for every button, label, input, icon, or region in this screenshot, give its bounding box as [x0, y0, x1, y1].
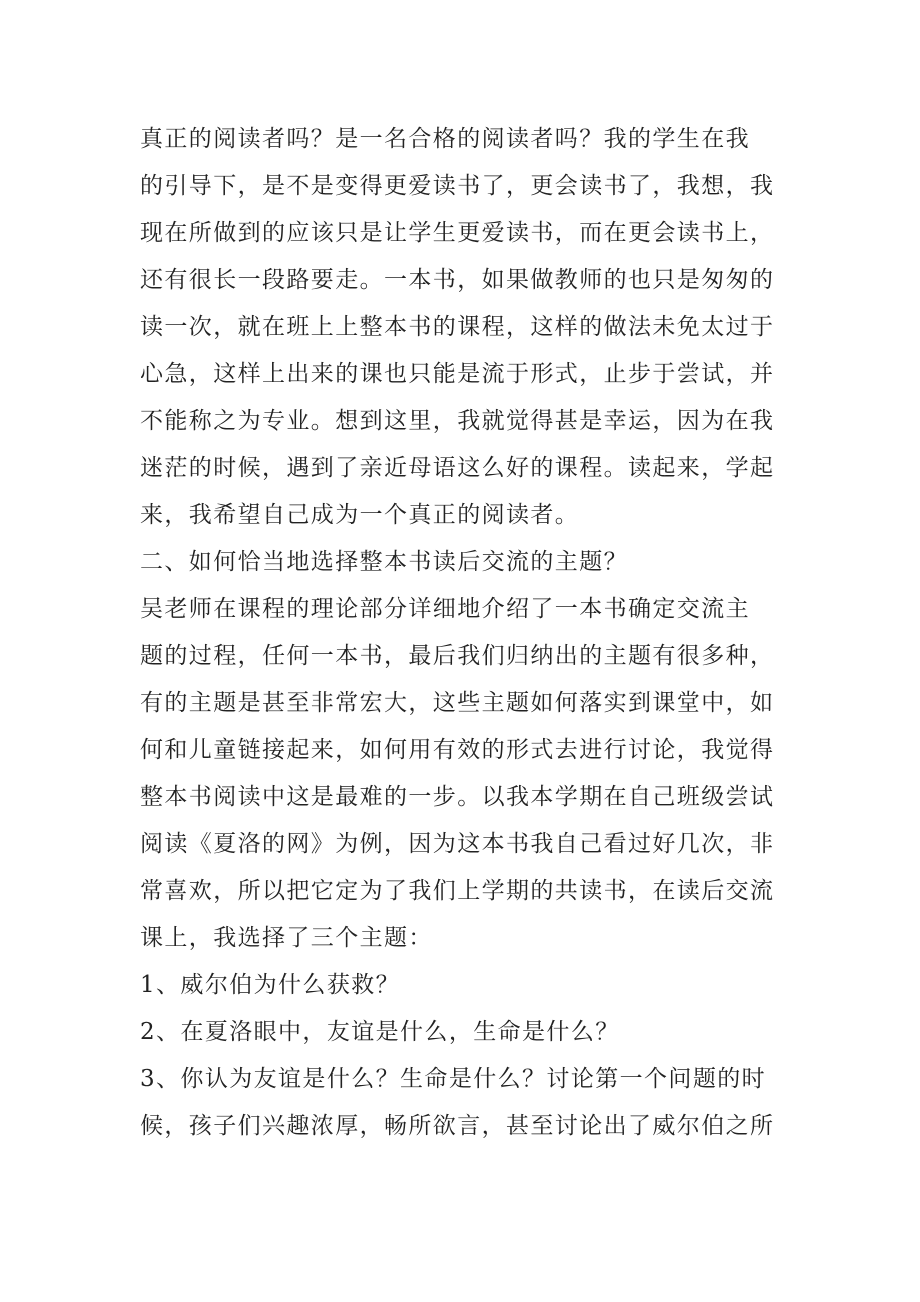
text-line: 读一次，就在班上上整本书的课程，这样的做法未免太过于	[140, 314, 775, 340]
section-heading: 二、如何恰当地选择整本书读后交流的主题？	[140, 549, 628, 575]
text-line: 阅读《夏洛的网》为例，因为这本书我自己看过好几次，非	[140, 831, 775, 857]
text-line: 课上，我选择了三个主题：	[140, 925, 433, 951]
text-line: 的引导下，是不是变得更爱读书了，更会读书了，我想，我	[140, 173, 775, 199]
text-line: 不能称之为专业。想到这里，我就觉得甚是幸运，因为在我	[140, 408, 775, 434]
list-item: 3、你认为友谊是什么？生命是什么？讨论第一个问题的时	[140, 1066, 767, 1092]
text-line: 吴老师在课程的理论部分详细地介绍了一本书确定交流主	[140, 596, 750, 622]
text-line: 何和儿童链接起来，如何用有效的形式去进行讨论，我觉得	[140, 737, 775, 763]
list-item: 1、威尔伯为什么获救？	[140, 972, 401, 998]
text-line: 有的主题是甚至非常宏大，这些主题如何落实到课堂中，如	[140, 690, 775, 716]
text-line: 候，孩子们兴趣浓厚，畅所欲言，甚至讨论出了威尔伯之所	[140, 1113, 775, 1139]
text-line: 现在所做到的应该只是让学生更爱读书，而在更会读书上，	[140, 220, 775, 246]
text-line: 整本书阅读中这是最难的一步。以我本学期在自己班级尝试	[140, 784, 775, 810]
text-line: 题的过程，任何一本书，最后我们归纳出的主题有很多种，	[140, 643, 775, 669]
text-line: 真正的阅读者吗？是一名合格的阅读者吗？我的学生在我	[140, 126, 750, 152]
text-line: 迷茫的时候，遇到了亲近母语这么好的课程。读起来，学起	[140, 455, 775, 481]
list-item: 2、在夏洛眼中，友谊是什么，生命是什么？	[140, 1019, 620, 1045]
text-line: 还有很长一段路要走。一本书，如果做教师的也只是匆匆的	[140, 267, 775, 293]
text-line: 心急，这样上出来的课也只能是流于形式，止步于尝试，并	[140, 361, 775, 387]
text-line: 常喜欢，所以把它定为了我们上学期的共读书，在读后交流	[140, 878, 775, 904]
text-line: 来，我希望自己成为一个真正的阅读者。	[140, 502, 580, 528]
document-body	[140, 116, 800, 1150]
